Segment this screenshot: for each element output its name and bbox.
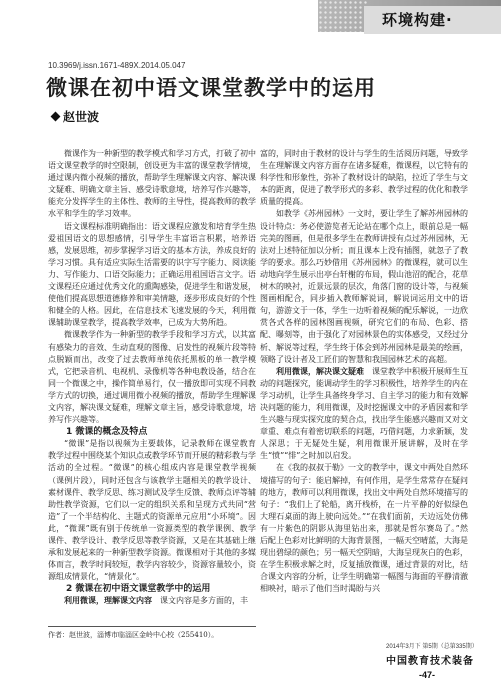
article-title: 微课在初中语文课堂教学中的运用	[46, 75, 376, 100]
body-paragraph: 在《我的叔叔于勒》一文的教学中，课文中两处自然环境描写的句子：能启解掉，有何作用，是学生常常存在疑问的地方，教师可以利用微课，找出文中两处自然环境描写的句子：“我们上了轮船，离开栈桥，在一片平静的好似绿色大理石桌面的海上驶向远处。”“在我们面前，天边远处仿佛有一片紫色的阴影从海里钻出来，那就是哲尔赛岛了。”然后配上色彩对比鲜明的大海背景图，一幅天空晴蓝，大海是现出碧绿的颜色；另一幅天空阴暗，大海呈现灰白的色彩，在学生积极求解之时，反复插放微课，通过背景的对比，结合课文内容的分析，让学生明确第一幅图与海面的平静清澈相映衬，暗示了他们当时渴盼与兴	[260, 463, 468, 594]
issue-info: 2014年3月下 第5期（总第335期）	[386, 644, 478, 650]
diamond-bullet-icon	[51, 112, 61, 122]
body-text: 课文内容是多方面的，丰	[160, 596, 248, 606]
page-number: -47-	[419, 670, 436, 680]
author-footnote: 作者：赵世波，淄博市临淄区金岭中心校（255410）。	[48, 631, 219, 639]
body-paragraph: “微课”是指以视频为主要载体，记录教师在课堂教育教学过程中围绕某个知识点或教学环节而开展的精彩教与学活动的全过程。“微课”的核心组成内容是课堂教学视频（课例片段），同时还包含与该教学主题相关的教学设计、素材课件、教学反思、练习测试及学生反馈、教师点评等辅助性教学资源，它们以一定的组织关系和呈现方式共同“营造”了一个半结构化、主题式的资源单元应用“小环境”。因此，“微课”既有别于传统单一资源类型的教学课例、教学课件、教学设计、教学反思等教学资源，又是在其基础上继承和发展起来的一种新型教学资源。微课相对于其他的多媒体而言，教学时间较短，教学内容较少，资源容量较小，资源组成情景化，“情景化”。	[48, 439, 256, 582]
body-paragraph: 如教学《苏州园林》一文时，要让学生了解苏州园林的设计特点：务必使游览者无论站在哪个点上，眼前总是一幅完美的图画，但是很多学生在教师讲授有点过苏州园林，无法对上述特征加以分析；而且课本上没有插图，就忽子了教学的要求。那么巧妙借用《苏州园林》的微课程，就可以生动地向学生展示出亭台轩榭的布局，假山池沼的配合，花草树木的映衬，近景远景的层次，角落门窗的设计等，与视频图画相配合，同步插入教师解说词，解说词运用文中的语句，游游文于一体，学生一边听着视频的配乐解说，一边欣赏各式各样的园林图画视频，研究它们的布局、色彩、搭配、曝刻等，由于强化了对园林景色的实体感受，又经过分析、解说等过程，学生终于体会到苏州园林是最美的绘画，领略了设计者及工匠们的智慧和我国园林艺术的高超。	[260, 209, 468, 364]
body-paragraph	[260, 366, 468, 463]
right-column	[260, 148, 468, 595]
author-name: 赵世波	[63, 110, 100, 124]
issn-line: 10.3969/j.issn.1671-489X.2014.05.047	[48, 61, 186, 70]
subsection-heading: 利用微课，理解课文内容	[64, 596, 152, 606]
body-text: 课堂教学中积极开展师生互动的问题探究，能调动学生的学习积极性，培养学生的内在学习动机，让学生具备终身学习、自主学习的能力和有效解决问题的能力，利用微课，及时挖掘课文中的矛盾因素和学生兴趣与现实探究度的契合点，找出学生能感兴趣而又对文章重、难点有着密切联系的问题，巧借问题，力求新颖，发人深思；于无疑处生疑，利用微课开展讲解，及时在学生“愤”“悱”之时加以启发。	[260, 366, 468, 461]
body-paragraph: 富的，同时由于教材的设计与学生的生活阅历问题，导致学生在理解课文内容方面存在诸多疑难，微课程，以它特有的科学性和形象性，弥补了教材设计的缺陷，拉近了学生与文本的距离，促进了教学形式的多彩、教学过程的优化和教学质量的提高。	[260, 149, 468, 207]
section-heading-2: 2 微课在初中语文课堂教学中的运用	[66, 584, 211, 595]
section-label: 环境构建·	[382, 11, 453, 29]
body-paragraph: 微课教学作为一种新型的教学手段和学习方式，以其富有感染力的音效、生动直观的图像、启发性的视频片段等特点脱颖而出，改变了过去教师单纯依托黑板的单一教学模式，它把录音机、电视机、录像机等各种电教设备，结合在同一个微课之中，操作简单易行，仅一播放即可实现不同教学方式的切换，通过调用微小视频的播放，帮助学生理解课文内容，解决课文疑难，理解文章主旨，感受诗歌意境，培养写作兴趣等。	[48, 330, 256, 425]
left-column	[48, 148, 256, 608]
header-dot-pattern	[318, 0, 368, 32]
journal-name: 中国教育技术装备	[386, 656, 474, 667]
footnote-divider	[48, 626, 256, 627]
author-line	[52, 108, 99, 125]
body-paragraph: 语文课程标准明确指出：语文课程应激发和培育学生热爱祖国语文的思想感情，引导学生丰富语言积累，培养语感，发展思维，初步掌握学习语文的基本方法，养成良好的学习习惯。具有适应实际生活需要的识字写字能力、阅读能力、写作能力、口语交际能力；正确运用祖国语言文字。语文课程还应通过优秀文化的熏陶感染，促进学生和谐发展，使他们提高思想道德修养和审美情趣，逐步形成良好的个性和健全的人格。因此，在信息技术飞速发展的今天，利用微课辅助课堂教学，提高教学效率，已成为大势所趋。	[48, 221, 256, 328]
abstract-paragraph: 微课作为一种新型的教学模式和学习方式，打破了初中语文课堂教学的时空限制，创设更为丰富的课堂教学情境，通过课内微小视频的播放，帮助学生理解课文内容、解决课文疑难、明确文章主旨、感受诗歌意境，培养写作兴趣等，能充分发挥学生的主体性、教师的主导性，提高教师的教学水平和学生的学习效率。	[48, 149, 256, 219]
section-heading-1: 1 微课的概念及特点	[66, 427, 148, 438]
body-paragraph	[48, 595, 256, 607]
subsection-heading: 利用微课，解决课文疑难	[276, 366, 364, 376]
